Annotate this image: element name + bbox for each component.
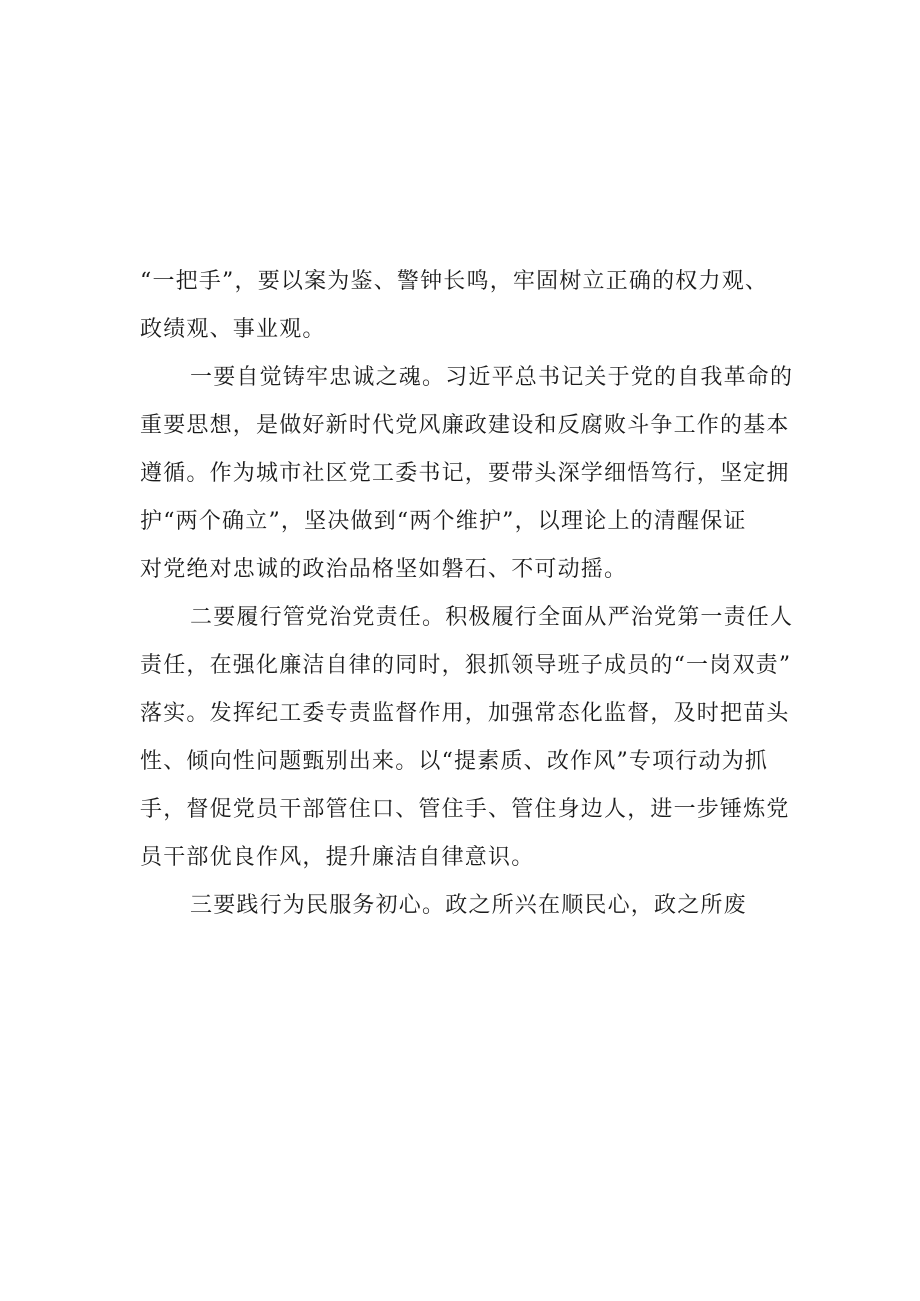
text-line: 对党绝对忠诚的政治品格坚如磐石、不可动摇。 bbox=[140, 557, 628, 582]
body-text bbox=[140, 258, 795, 930]
paragraph-start-line: 二要履行管党治党责任。积极履行全面从严治党第一责任人 bbox=[190, 605, 794, 630]
paragraph-start-line: 三要践行为民服务初心。政之所兴在顺民心，政之所废 bbox=[190, 893, 747, 918]
text-line: 遵循。作为城市社区党工委书记，要带头深学细悟笃行，坚定拥 bbox=[140, 461, 790, 486]
text-line: 性、倾向性问题甄别出来。以“提素质、改作风”专项行动为抓 bbox=[140, 749, 769, 774]
text-line: 政绩观、事业观。 bbox=[140, 317, 326, 342]
text-line: 落实。发挥纪工委专责监督作用，加强常态化监督，及时把苗头 bbox=[140, 701, 790, 726]
text-line: 责任，在强化廉洁自律的同时，狠抓领导班子成员的“一岗双责” bbox=[140, 653, 792, 678]
text-line: 手，督促党员干部管住口、管住手、管住身边人，进一步锤炼党 bbox=[140, 797, 790, 822]
text-line: 重要思想，是做好新时代党风廉政建设和反腐败斗争工作的基本 bbox=[140, 413, 790, 438]
paragraph-start-line: 一要自觉铸牢忠诚之魂。习近平总书记关于党的自我革命的 bbox=[190, 365, 794, 390]
text-line: “一把手”，要以案为鉴、警钟长鸣，牢固树立正确的权力观、 bbox=[140, 269, 769, 294]
text-line: 护“两个确立”，坚决做到“两个维护”，以理论上的清醒保证 bbox=[140, 509, 747, 534]
text-line: 员干部优良作风，提升廉洁自律意识。 bbox=[140, 845, 535, 870]
